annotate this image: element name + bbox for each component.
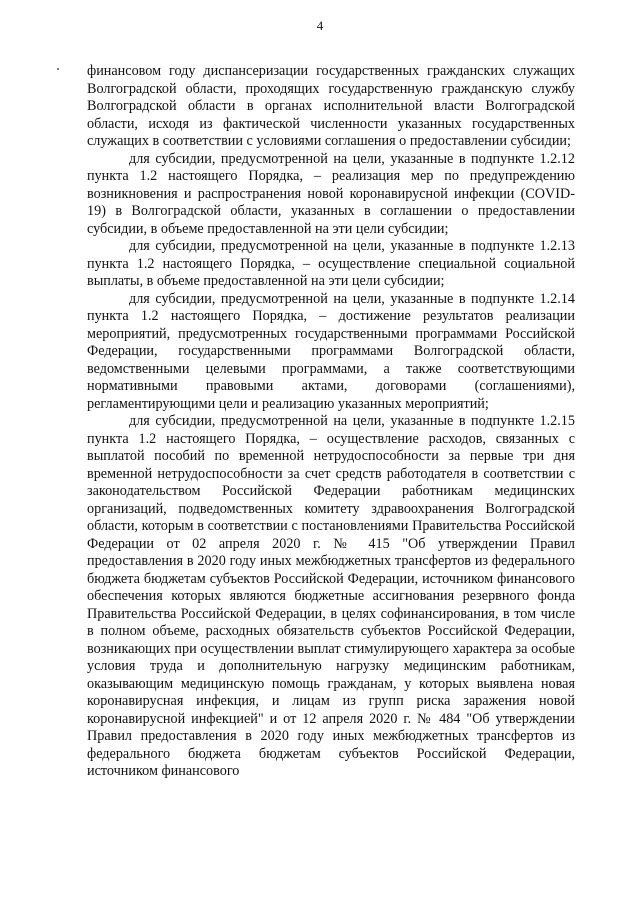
scan-artifact [57, 68, 59, 70]
paragraph-subsidy-1-2-15: для субсидии, предусмотренной на цели, указанные в подпункте 1.2.15 пункта 1.2 настоящего Порядка, – осуществление расходов, связанных с выплатой пособий по временной нетрудоспособности за первые три дня временной нетрудоспособности за счет средств работодателя в соответствии с законодательством Российской Федерации работникам медицинских организаций, подведомственных комитету здравоохранения Волгоградской области, которым в соответствии с постановлениями Правительства Российской Федерации от 02 апреля 2020 г. № 415 "Об утверждении Правил предоставления в 2020 году иных межбюджетных трансфертов из федерального бюджета бюджетам субъектов Российской Федерации, источником финансового обеспечения которых являются бюджетные ассигнования резервного фонда Правительства Российской Федерации, в целях софинансирования, в том числе в полном объеме, расходных обязательств субъектов Российской Федерации, возникающих при осуществлении выплат стимулирующего характера за особые условия труда и дополнительную нагрузку медицинским работникам, оказывающим медицинскую помощь гражданам, у которых выявлена новая коронавирусная инфекция, и лицам из групп риска заражения новой коронавирусной инфекцией" и от 12 апреля 2020 г. № 484 "Об утверждении Правил предоставления в 2020 году иных межбюджетных трансфертов из федерального бюджета бюджетам субъектов Российской Федерации, источником финансового [87, 413, 575, 779]
paragraph-continuation: финансовом году диспансеризации государственных гражданских служащих Волгоградской области, проходящих государственную гражданскую службу Волгоградской области в органах исполнительной власти Волгоградской области, исходя из фактической численности указанных государственных служащих в соответствии с условиями соглашения о предоставлении субсидии; [87, 63, 575, 149]
document-body [87, 63, 575, 781]
page-number: 4 [316, 18, 324, 33]
paragraph-subsidy-1-2-12: для субсидии, предусмотренной на цели, указанные в подпункте 1.2.12 пункта 1.2 настоящего Порядка, – реализация мер по предупреждению возникновения и распространения новой коронавирусной инфекции (COVID-19) в Волгоградской области, указанных в соглашении о предоставлении субсидии, в объеме предоставленной на эти цели субсидии; [87, 150, 575, 237]
paragraph-subsidy-1-2-14: для субсидии, предусмотренной на цели, указанные в подпункте 1.2.14 пункта 1.2 настоящего Порядка, – достижение результатов реализации мероприятий, предусмотренных государственными программами Российской Федерации, государственными программами Волгоградской области, ведомственными целевыми программами, а также соответствующими нормативными правовыми актами, договорами (соглашениями), регламентирующими цели и реализацию указанных мероприятий; [87, 290, 575, 412]
paragraph-subsidy-1-2-13: для субсидии, предусмотренной на цели, указанные в подпункте 1.2.13 пункта 1.2 настоящего Порядка, – осуществление специальной социальной выплаты, в объеме предоставленной на эти цели субсидии; [87, 238, 575, 289]
